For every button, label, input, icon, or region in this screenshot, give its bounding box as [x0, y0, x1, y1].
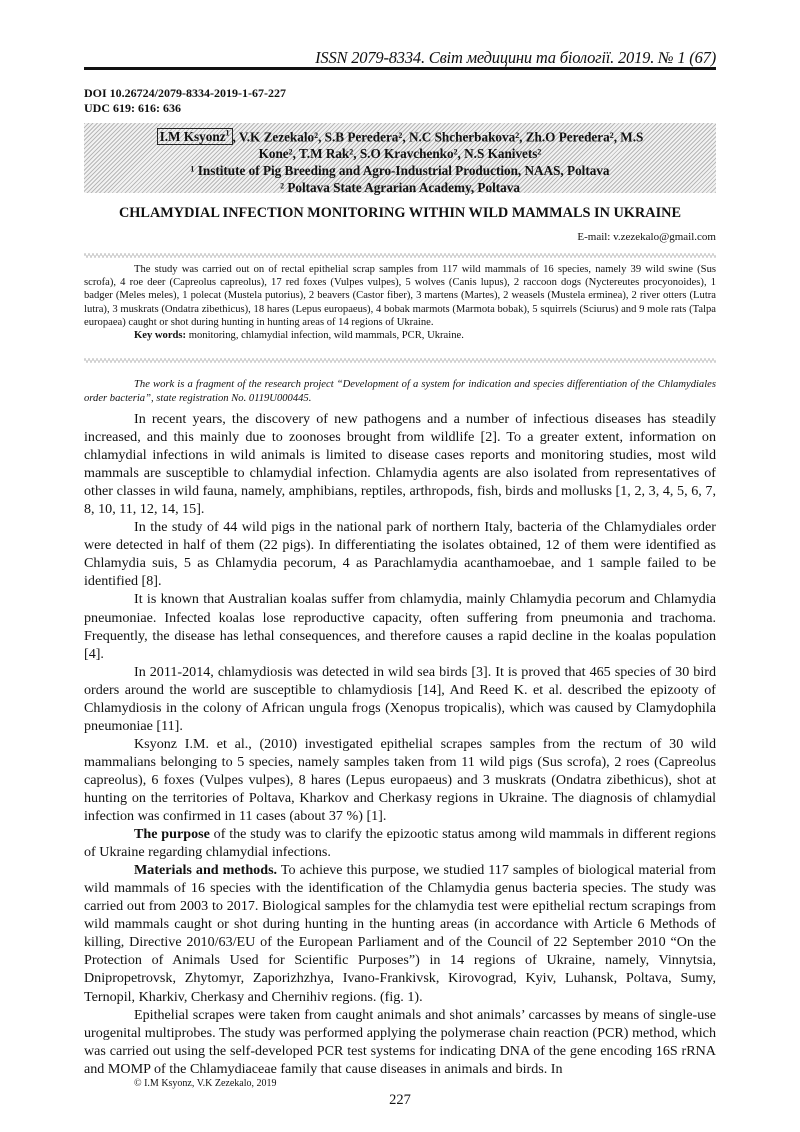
authors-box — [84, 123, 716, 196]
paragraph-8: Epithelial scrapes were taken from caught animals and shot animals’ carcasses by means of single-use urogenital multiprobes. The study was performed applying the polymerase chain reaction (PCR) method, which was carried out using the self-developed PCR test systems for indicating DNA of the gene encoding 16S rRNA and MOMP of the Chlamydiaceae family that cause diseases in animals and birds. In — [84, 1006, 716, 1077]
paragraph-methods: Materials and methods. To achieve this purpose, we studied 117 samples of biological material from wild mammals of 16 species with the identification of the Chlamydia genus bacteria species. The study was carried out from 2003 to 2017. Biological samples for the chlamydia test were epithelial rectum scrapings from wild mammals caught or shot during hunting in the hunting areas (in accordance with Article 6 Methods of killing, Directive 2010/63/EU of the European Parliament and of the Council of 22 September 2010 “On the Protection of Animals Used for Scientific Purposes”) in 14 regions of Ukraine, namely, Vinnytsia, Dnipropetrovsk, Zhytomyr, Zaporizhzhya, Ivano-Frankivsk, Kirovograd, Kyiv, Luhansk, Poltava, Sumy, Ternopil, Kharkiv, Cherkasy and Chernihiv regions. (fig. 1). — [84, 862, 717, 1005]
wave-divider-top — [84, 253, 716, 258]
page-number: 227 — [389, 1092, 411, 1108]
running-head: ISSN 2079-8334. Світ медицини та біології. 2019. № 1 (67) — [315, 48, 716, 67]
doi: DOI 10.26724/2079-8334-2019-1-67-227 — [84, 86, 286, 100]
abstract — [84, 263, 716, 342]
project-note: The work is a fragment of the research project “Development of a system for indication and species differentiation of the Chlamydiales order bacteria”, state registration No. 0119U000445. — [84, 379, 716, 404]
authors-line-2: Kone², T.M Rak², S.O Kravchenko², N.S Kanivets² — [258, 146, 542, 162]
paragraph-5: Ksyonz I.M. et al., (2010) investigated epithelial scrapes samples from the rectum of 30 wild mammalians belonging to 5 species, namely samples taken from 11 wild pigs (Sus scrofa), 2 roes (Capreolus capreolus), 6 foxes (Vulpes vulpes), 8 hares (Lepus europaeus) and 3 muskrats (Ondatra zibethicus), shot at hunting on the territories of Poltava, Kharkov and Cherkasy regions in Ukraine. The diagnosis of chlamydial infection was confirmed in 11 cases (about 37 %) [1]. — [84, 735, 716, 825]
udc: UDC 619: 616: 636 — [84, 101, 181, 115]
paragraph-4: In 2011-2014, chlamydiosis was detected in wild sea birds [3]. It is proved that 465 species of 30 bird orders around the world are susceptible to chlamydiosis [14], And Reed K. et al. described the epizooty of Chlamydiosis in the colony of African ungula frogs (Xenopus tropicalis), which was caused by Clamydophila pneumoniae [11]. — [84, 663, 716, 734]
contact-email: E-mail: v.zezekalo@gmail.com — [577, 231, 716, 243]
authors-line-1: I.M Ksyonz$^1$ , V.K Zezekalo², S.B Peredera², N.C Shcherbakova², Zh.O Peredera², M.S — [84, 125, 716, 145]
paper-title: CHLAMYDIAL INFECTION MONITORING WITHIN WILD MAMMALS IN UKRAINE — [118, 205, 681, 221]
affiliation-1: ¹ Institute of Pig Breeding and Agro-Industrial Production, NAAS, Poltava — [190, 163, 610, 179]
paragraph-2: In the study of 44 wild pigs in the national park of northern Italy, bacteria of the Chlamydiales order were detected in half of them (22 pigs). In differentiating the isolates obtained, 12 of them were identified as Chlamydia suis, 5 as Chlamydia pecorum, 4 as Parachlamydia acanthamoebae, and 1 sample failed to be identified [8]. — [84, 519, 716, 590]
first-author: I.M Ksyonz$^1$ — [157, 128, 233, 145]
keywords: Key words: monitoring, chlamydial infection, wild mammals, PCR, Ukraine. — [134, 330, 464, 342]
copyright: © I.M Ksyonz, V.K Zezekalo, 2019 — [134, 1078, 277, 1089]
wave-divider-bottom — [84, 358, 716, 363]
affiliation-2: ² Poltava State Agrarian Academy, Poltava — [280, 180, 520, 196]
abstract-text: The study was carried out on of rectal epithelial scrap samples from 117 wild mammals of 16 species, namely 39 wild swine (Sus scrofa), 4 roe deer (Capreolus capreolus), 17 red foxes (Vulpes vulpes), 5 wolves (Canis lupus), 2 raccoon dogs (Nyctereutes procyonoides), 1 badger (Meles meles), 1 polecat (Mustela putorius), 2 beavers (Castor fiber), 3 martens (Martes), 2 weasels (Mustela erminea), 2 river otters (Lutra lutra), 3 muskrats (Ondatra zibethicus), 18 hares (Lepus europaeus), 4 bobak marmots (Marmota bobak), 5 squirrels (Sciurus) and 9 mole rats (Talpa europaea) caught or shot during hunting in hunting areas of 14 regions of Ukraine. — [84, 264, 716, 328]
header-rule — [84, 67, 716, 70]
doi-block — [84, 86, 286, 116]
body-text — [84, 410, 716, 1078]
paragraph-purpose: The purpose of the study was to clarify the epizootic status among wild mammals in different regions of Ukraine regarding chlamydial infections. — [84, 826, 716, 861]
paragraph-3: It is known that Australian koalas suffer from chlamydia, mainly Chlamydia pecorum and Chlamydia pneumoniae. Infected koalas lose reproductive capacity, often suffering from pneumonia and trachoma. Frequently, the disease has lethal consequences, and therefore causes a rapid decline in the koalas population [4]. — [84, 591, 716, 662]
paragraph-1: In recent years, the discovery of new pathogens and a number of infectious diseases has steadily increased, and this mainly due to zoonoses brought from wildlife [2]. To a greater extent, information on chlamydial infections in wild animals is limited to disease cases reports and monitoring studies, most wild mammals are susceptible to chlamydial infection. Chlamydia agents are also isolated from representatives of other classes in wild fauna, namely, amphibians, reptiles, arthropods, fish, birds and mollusks [1, 2, 3, 4, 5, 6, 7, 8, 10, 11, 12, 14, 15]. — [84, 411, 716, 518]
